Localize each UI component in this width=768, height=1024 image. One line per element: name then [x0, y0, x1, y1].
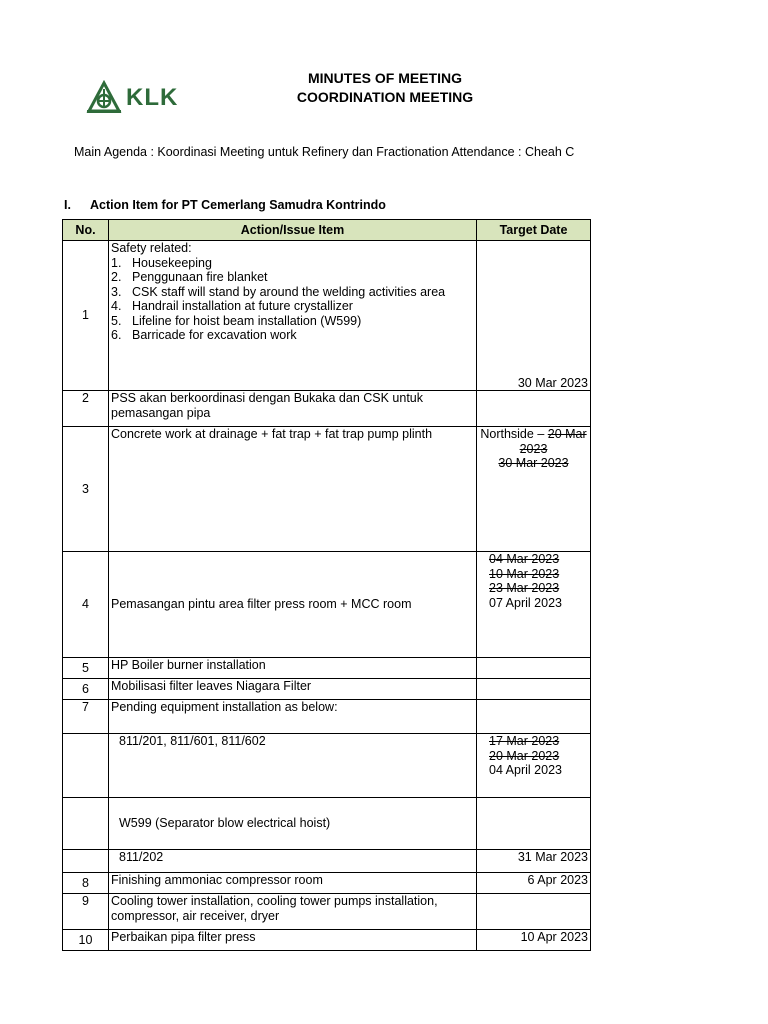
row-item: HP Boiler burner installation — [109, 658, 477, 679]
row-date — [477, 552, 591, 658]
header-no: No. — [63, 220, 109, 241]
document-title: MINUTES OF MEETING — [308, 70, 462, 86]
row-number: 10 — [63, 930, 109, 951]
row-item: Cooling tower installation, cooling tower pumps installation, compressor, air receiver, dryer — [109, 894, 477, 930]
table-header-row — [63, 220, 591, 241]
row-date: 31 Mar 2023 — [477, 850, 591, 873]
logo-text: KLK — [126, 84, 179, 111]
row-date: 30 Mar 2023 — [477, 241, 591, 391]
table-row — [63, 930, 591, 951]
row-number-empty — [63, 798, 109, 850]
row-item: Perbaikan pipa filter press — [109, 930, 477, 951]
table-row — [63, 873, 591, 894]
header-target-date: Target Date — [477, 220, 591, 241]
current-date: 07 April 2023 — [489, 595, 562, 610]
safety-list — [111, 256, 474, 343]
row-item — [109, 241, 477, 391]
row-item: 811/201, 811/601, 811/602 — [109, 734, 477, 798]
struck-date: 04 Mar 2023 — [489, 552, 560, 566]
table-row — [63, 658, 591, 679]
table-row — [63, 850, 591, 873]
row-item: W599 (Separator blow electrical hoist) — [109, 798, 477, 850]
row-item: Mobilisasi filter leaves Niagara Filter — [109, 679, 477, 700]
row-number: 3 — [63, 427, 109, 552]
row-number-empty — [63, 850, 109, 873]
action-items-table — [62, 219, 591, 951]
main-agenda-line: Main Agenda : Koordinasi Meeting untuk Refinery dan Fractionation Attendance : Cheah C — [74, 145, 575, 159]
table-row — [63, 427, 591, 552]
row-number: 1 — [63, 241, 109, 391]
struck-date: 17 Mar 2023 — [489, 734, 560, 748]
row-date: 10 Apr 2023 — [477, 930, 591, 951]
safety-intro: Safety related: — [111, 241, 192, 255]
row-item: PSS akan berkoordinasi dengan Bukaka dan CSK untuk pemasangan pipa — [109, 391, 477, 427]
current-date: 04 April 2023 — [489, 763, 562, 777]
list-item: 3. CSK staff will stand by around the welding activities area — [111, 284, 446, 299]
row-item: Pemasangan pintu area filter press room + MCC room — [109, 552, 477, 658]
struck-date: 20 Mar 2023 — [519, 427, 587, 456]
row-date — [477, 798, 591, 850]
company-logo — [86, 80, 178, 116]
table-row — [63, 552, 591, 658]
struck-date: 30 Mar 2023 — [498, 456, 569, 470]
table-row — [63, 894, 591, 930]
row-date — [477, 700, 591, 734]
row-item: Finishing ammoniac compressor room — [109, 873, 477, 894]
section-number: I. — [64, 198, 71, 212]
row-item: Pending equipment installation as below: — [109, 700, 477, 734]
table-row — [63, 734, 591, 798]
row-number-empty — [63, 734, 109, 798]
row-number: 8 — [63, 873, 109, 894]
row-number: 6 — [63, 679, 109, 700]
row-number: 5 — [63, 658, 109, 679]
row-item: 811/202 — [109, 850, 477, 873]
row-date — [477, 734, 591, 798]
table-row — [63, 798, 591, 850]
header-action-item: Action/Issue Item — [109, 220, 477, 241]
list-item: 5. Lifeline for hoist beam installation (W599) — [111, 313, 362, 328]
table-row — [63, 700, 591, 734]
row-date — [477, 658, 591, 679]
table-row — [63, 679, 591, 700]
list-item: 2. Penggunaan fire blanket — [111, 270, 268, 284]
row-date — [477, 427, 591, 552]
section-heading — [64, 198, 386, 212]
row-item: Concrete work at drainage + fat trap + fat trap pump plinth — [109, 427, 477, 552]
list-item: 6. Barricade for excavation work — [111, 328, 297, 342]
struck-date: 23 Mar 2023 — [489, 581, 560, 595]
row-date — [477, 894, 591, 930]
row-number: 2 — [63, 391, 109, 427]
table-row — [63, 391, 591, 427]
list-item: 1. Housekeeping — [111, 255, 212, 270]
table-row — [63, 241, 591, 391]
struck-date: 10 Mar 2023 — [489, 566, 560, 581]
row-number: 4 — [63, 552, 109, 658]
document-subtitle: COORDINATION MEETING — [296, 89, 474, 105]
section-title: Action Item for PT Cemerlang Samudra Kontrindo — [90, 198, 386, 212]
row-number: 7 — [63, 700, 109, 734]
row-date — [477, 391, 591, 427]
klk-emblem-icon — [86, 80, 122, 116]
row-number: 9 — [63, 894, 109, 930]
struck-date: 20 Mar 2023 — [489, 748, 560, 763]
date-prefix: Northside – — [480, 427, 548, 441]
list-item: 4. Handrail installation at future crystallizer — [111, 299, 353, 313]
row-date: 6 Apr 2023 — [477, 873, 591, 894]
row-date — [477, 679, 591, 700]
